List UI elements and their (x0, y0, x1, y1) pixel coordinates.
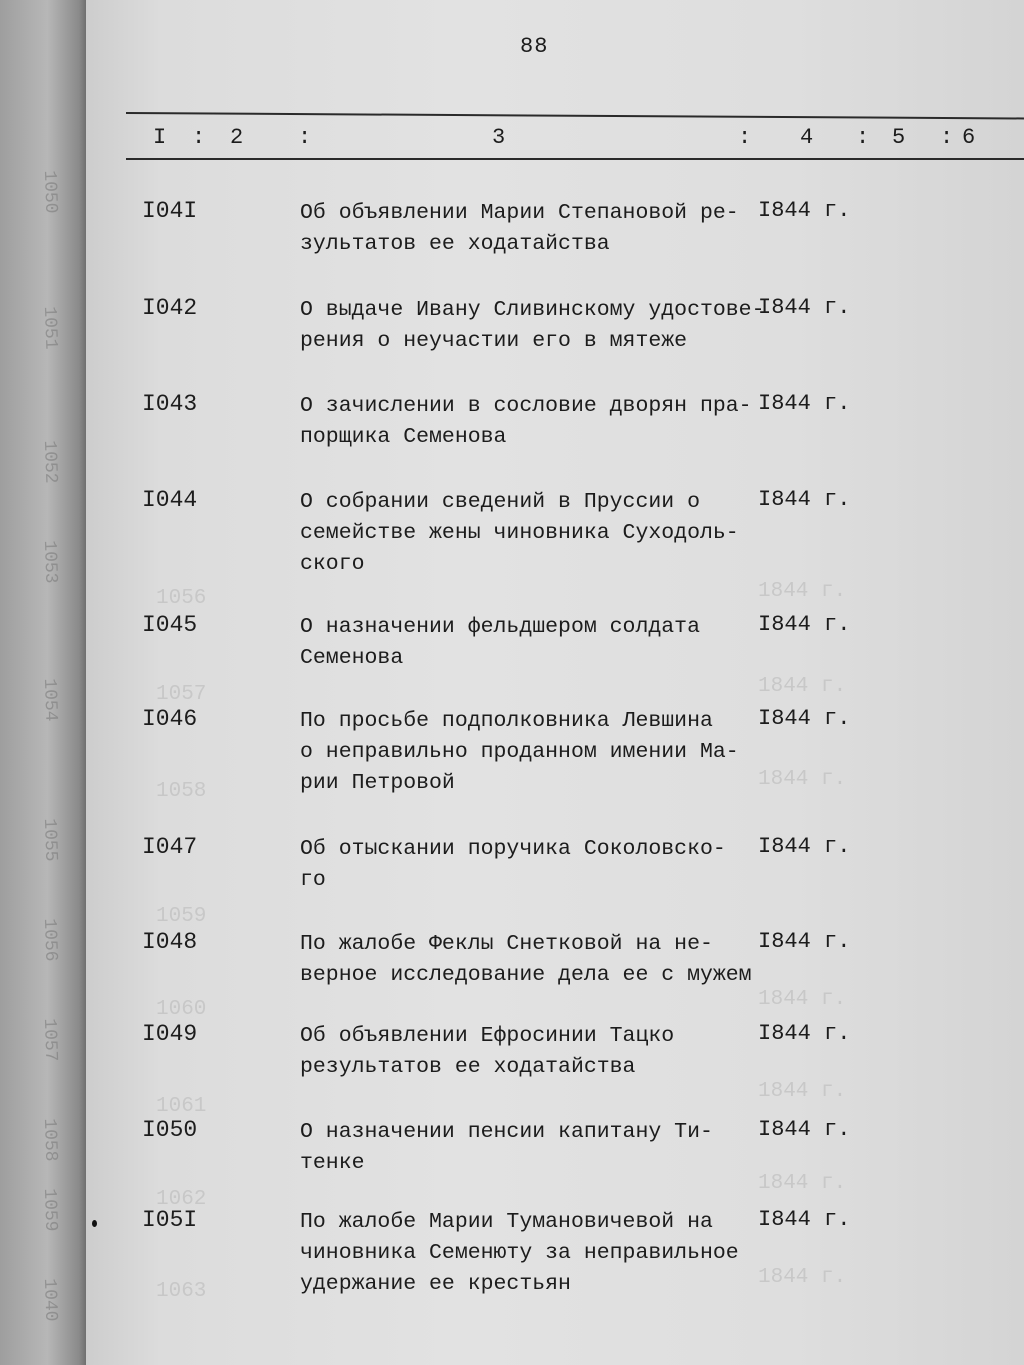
ink-mark (92, 1220, 97, 1227)
bleed-through-text: 1063 (156, 1280, 207, 1303)
bleed-through-text: 1062 (156, 1188, 207, 1211)
bleed-through-number: 1050 (38, 170, 61, 214)
entry-description-line: Об объявлении Марии Степановой ре- (300, 201, 739, 225)
bleed-through-text: 1844 г. (758, 1172, 847, 1195)
entry-number: I047 (142, 834, 198, 860)
entry-description-line: результатов ее ходатайства (300, 1055, 636, 1079)
column-header-label: : (738, 125, 752, 150)
entry-description-line: О назначении пенсии капитану Ти- (300, 1120, 713, 1144)
bleed-through-number: 1056 (38, 918, 61, 962)
entry-description-line: го (300, 868, 326, 892)
column-header-label: 5 (892, 125, 906, 150)
entry-description (300, 834, 770, 896)
entry-description (300, 706, 770, 799)
entry-number: I043 (142, 391, 198, 417)
entry-description-line: О назначении фельдшером солдата (300, 615, 700, 639)
entry-description-line: О зачислении в сословие дворян пра- (300, 394, 752, 418)
entry-year: I844 г. (758, 1117, 851, 1142)
book-spine (0, 0, 86, 1365)
bleed-through-number: 1059 (38, 1188, 61, 1232)
bleed-through-text: 1844 г. (758, 675, 847, 698)
column-header-label: 4 (800, 125, 814, 150)
bleed-through-number: 1058 (38, 1118, 61, 1162)
entry-description-line: о неправильно проданном имении Ма- (300, 740, 739, 764)
entry-description-line: ского (300, 552, 365, 576)
column-header-label: : (192, 125, 206, 150)
entry-description-line: порщика Семенова (300, 425, 507, 449)
column-header-label: 3 (492, 125, 506, 150)
bleed-through-text: 1059 (156, 905, 207, 928)
column-header-label: : (856, 125, 870, 150)
bleed-through-text: 1844 г. (758, 988, 847, 1011)
entry-year: I844 г. (758, 295, 851, 320)
column-header-label: I (153, 125, 167, 150)
entry-description (300, 391, 770, 453)
entry-year: I844 г. (758, 198, 851, 223)
bleed-through-text: 1844 г. (758, 1080, 847, 1103)
column-header-label: 2 (230, 125, 244, 150)
entry-description-line: Об отыскании поручика Соколовско- (300, 837, 726, 861)
bleed-through-number: 1052 (38, 440, 61, 484)
page-number: 88 (520, 34, 549, 59)
entry-year: I844 г. (758, 391, 851, 416)
entry-description-line: Семенова (300, 646, 404, 670)
column-header-label: 6 (962, 125, 976, 150)
entry-description-line: Об объявлении Ефросинии Тацко (300, 1024, 675, 1048)
bleed-through-number: 1051 (38, 306, 61, 350)
entry-description-line: О выдаче Ивану Сливинскому удостове- (300, 298, 765, 322)
bleed-through-text: 1060 (156, 998, 207, 1021)
column-header-label: : (940, 125, 954, 150)
entry-description (300, 1117, 770, 1179)
entry-number: I048 (142, 929, 198, 955)
entry-number: I045 (142, 612, 198, 638)
entry-description-line: По просьбе подполковника Левшина (300, 709, 713, 733)
entry-description-line: удержание ее крестьян (300, 1272, 571, 1296)
entry-year: I844 г. (758, 487, 851, 512)
bleed-through-text: 1844 г. (758, 1266, 847, 1289)
entry-description-line: тенке (300, 1151, 365, 1175)
document-page (86, 0, 1024, 1365)
entry-description-line: чиновника Семенюту за неправильное (300, 1241, 739, 1265)
entry-description (300, 295, 770, 357)
bleed-through-number: 1057 (38, 1018, 61, 1062)
entry-number: I044 (142, 487, 198, 513)
column-header-label: : (298, 125, 312, 150)
entry-description (300, 1021, 770, 1083)
entry-description-line: зультатов ее ходатайства (300, 232, 610, 256)
entry-description-line: По жалобе Феклы Снетковой на не- (300, 932, 713, 956)
entry-number: I049 (142, 1021, 198, 1047)
entry-description (300, 929, 770, 991)
bleed-through-text: 1061 (156, 1095, 207, 1118)
entry-year: I844 г. (758, 706, 851, 731)
entry-number: I042 (142, 295, 198, 321)
bleed-through-text: 1058 (156, 780, 207, 803)
bleed-through-text: 1844 г. (758, 580, 847, 603)
entry-number: I046 (142, 706, 198, 732)
entry-year: I844 г. (758, 612, 851, 637)
entry-description-line: рения о неучастии его в мятеже (300, 329, 688, 353)
bleed-through-number: 1053 (38, 540, 61, 584)
entry-description (300, 1207, 770, 1300)
entry-number: I050 (142, 1117, 198, 1143)
entry-number: I05I (142, 1207, 198, 1233)
bleed-through-text: 1056 (156, 587, 207, 610)
entry-description-line: О собрании сведений в Пруссии о (300, 490, 700, 514)
entry-description-line: По жалобе Марии Тумановичевой на (300, 1210, 713, 1234)
entry-year: I844 г. (758, 1207, 851, 1232)
entry-description (300, 612, 770, 674)
bleed-through-number: 1055 (38, 818, 61, 862)
header-bottom-rule (126, 158, 1024, 160)
entry-year: I844 г. (758, 929, 851, 954)
entry-description (300, 198, 770, 260)
entry-description-line: верное исследование дела ее с мужем (300, 963, 752, 987)
bleed-through-number: 1040 (38, 1278, 61, 1322)
entry-year: I844 г. (758, 1021, 851, 1046)
bleed-through-number: 1054 (38, 678, 61, 722)
entry-description-line: рии Петровой (300, 771, 455, 795)
bleed-through-text: 1057 (156, 683, 207, 706)
entry-description-line: семействе жены чиновника Суходоль- (300, 521, 739, 545)
entry-number: I04I (142, 198, 198, 224)
entry-year: I844 г. (758, 834, 851, 859)
header-top-rule (126, 112, 1024, 119)
bleed-through-text: 1844 г. (758, 768, 847, 791)
entry-description (300, 487, 770, 580)
